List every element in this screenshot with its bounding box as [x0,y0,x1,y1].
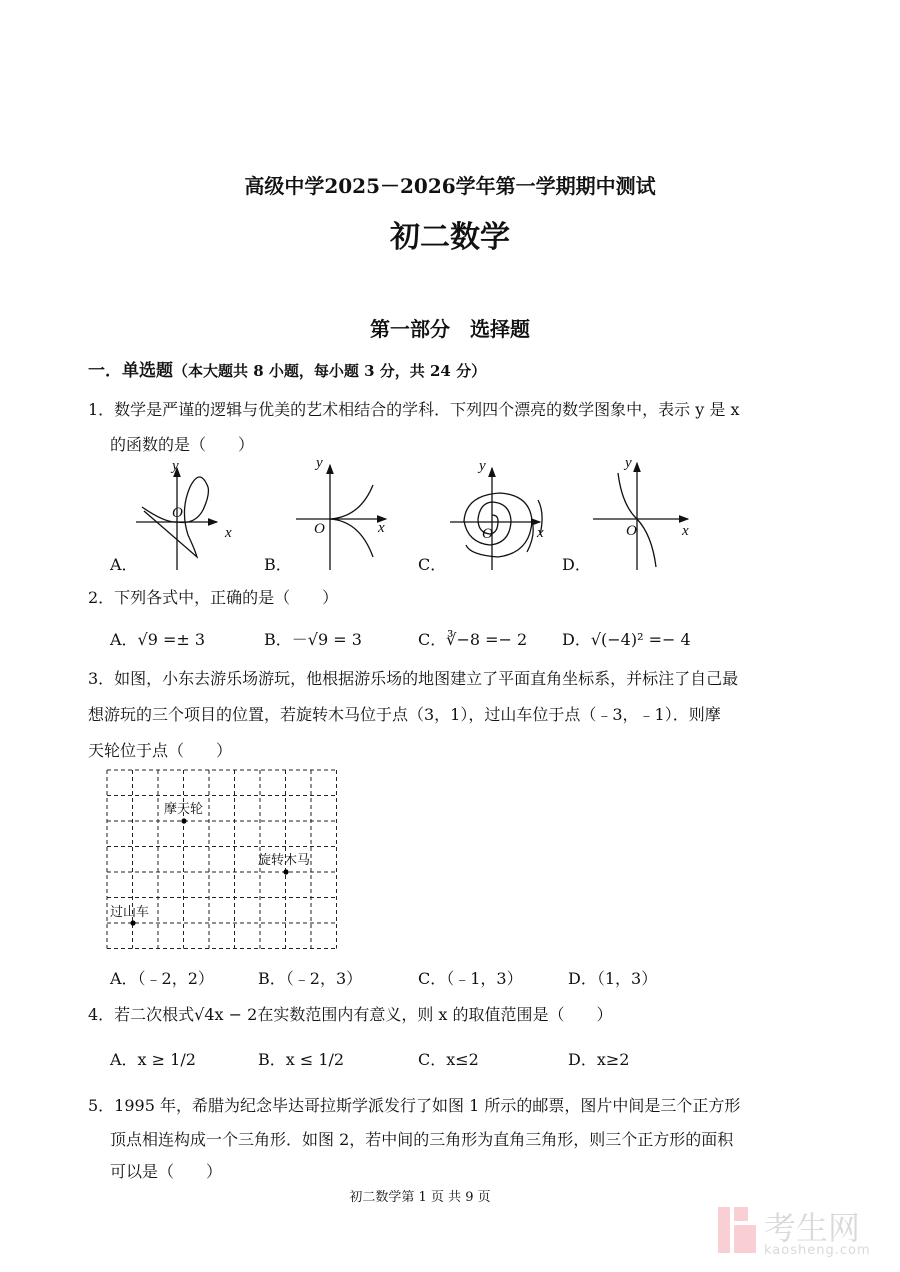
page-footer: 初二数学第 1 页 共 9 页 [349,1190,491,1205]
q1-option-d: D． [562,555,591,574]
watermark-text: 考生网 [764,1209,861,1247]
q3-line3: 天轮位于点（ ） [88,741,233,760]
q3-option-a: A．（﹣2，2） [110,969,214,988]
section-label: 一．单选题 [88,361,173,381]
q5-line3: 可以是（ ） [110,1162,223,1181]
watermark-logo-icon [718,1207,730,1253]
q1-option-a: A． [110,555,138,574]
q1-option-c: C． [418,555,447,574]
q1-option-b: B． [264,555,292,574]
origin-label: O [172,505,183,521]
q4-option-c: C．x≤2 [418,1050,479,1069]
q5-line1: 5．1995 年，希腊为纪念毕达哥拉斯学派发行了如图 1 所示的邮票，图片中间是三个正方形 [88,1096,741,1115]
q2-option-d: D．√(−4)² =− 4 [562,630,691,649]
q1-line1: 1．数学是严谨的逻辑与优美的艺术相结合的学科．下列四个漂亮的数学图象中，表示 y 是 x [88,400,740,419]
ferris-wheel-point [181,818,186,823]
section-note: （本大题共 8 小题，每小题 3 分，共 24 分） [173,362,487,380]
origin-label: O [626,523,637,539]
q4-option-b: B．x ≤ 1/2 [258,1050,345,1069]
part-heading: 第一部分 选择题 [370,317,530,341]
q4-stem: 4．若二次根式√4x − 2在实数范围内有意义，则 x 的取值范围是（ ） [88,1005,613,1024]
origin-label: O [482,526,493,542]
exam-title: 初二数学 [390,220,510,255]
axis-label: x [225,525,232,541]
kaosheng-watermark [716,1203,896,1263]
graph-c [450,468,542,570]
amusement-park-grid [100,763,350,958]
axis-label: x [537,525,544,541]
q2-option-a: A．√9 =± 3 [110,630,206,649]
q2-option-c: C．∛−8 =− 2 [418,630,528,649]
q4-option-d: D．x≥2 [568,1050,630,1069]
ferris-wheel-label: 摩天轮 [164,801,204,816]
axis-label: x [682,523,689,539]
q2-option-b: B．－√9 = 3 [264,630,362,649]
section-heading [88,356,486,381]
q4-option-a: A．x ≥ 1/2 [110,1050,196,1069]
axis-label: y [172,458,179,474]
q5-line2: 顶点相连构成一个三角形．如图 2，若中间的三角形为直角三角形，则三个正方形的面积 [110,1130,734,1149]
exam-subtitle: 高级中学2025－2026学年第一学期期中测试 [244,174,656,198]
axis-label: y [316,455,323,471]
coaster-label: 过山车 [110,904,150,919]
q3-option-c: C．（﹣1，3） [418,969,523,988]
carousel-label: 旋转木马 [258,852,311,867]
axis-label: y [479,458,486,474]
q3-option-d: D．（1，3） [568,969,658,988]
coaster-point [130,920,135,925]
q3-line2: 想游玩的三个项目的位置，若旋转木马位于点（3，1），过山车位于点（﹣3，﹣1）．则摩 [88,705,721,724]
graph-d [593,463,688,570]
q3-option-b: B．（﹣2，3） [258,969,363,988]
q3-line1: 3．如图，小东去游乐场游玩，他根据游乐场的地图建立了平面直角坐标系，并标注了自己最 [88,669,739,688]
carousel-point [283,869,288,874]
axis-label: x [378,520,385,536]
watermark-url: kaosheng.com [764,1243,871,1258]
graph-b [296,465,386,570]
q1-line2: 的函数的是（ ） [110,435,255,454]
q2-stem: 2．下列各式中，正确的是（ ） [88,588,339,607]
origin-label: O [314,521,325,537]
axis-label: y [625,455,632,471]
